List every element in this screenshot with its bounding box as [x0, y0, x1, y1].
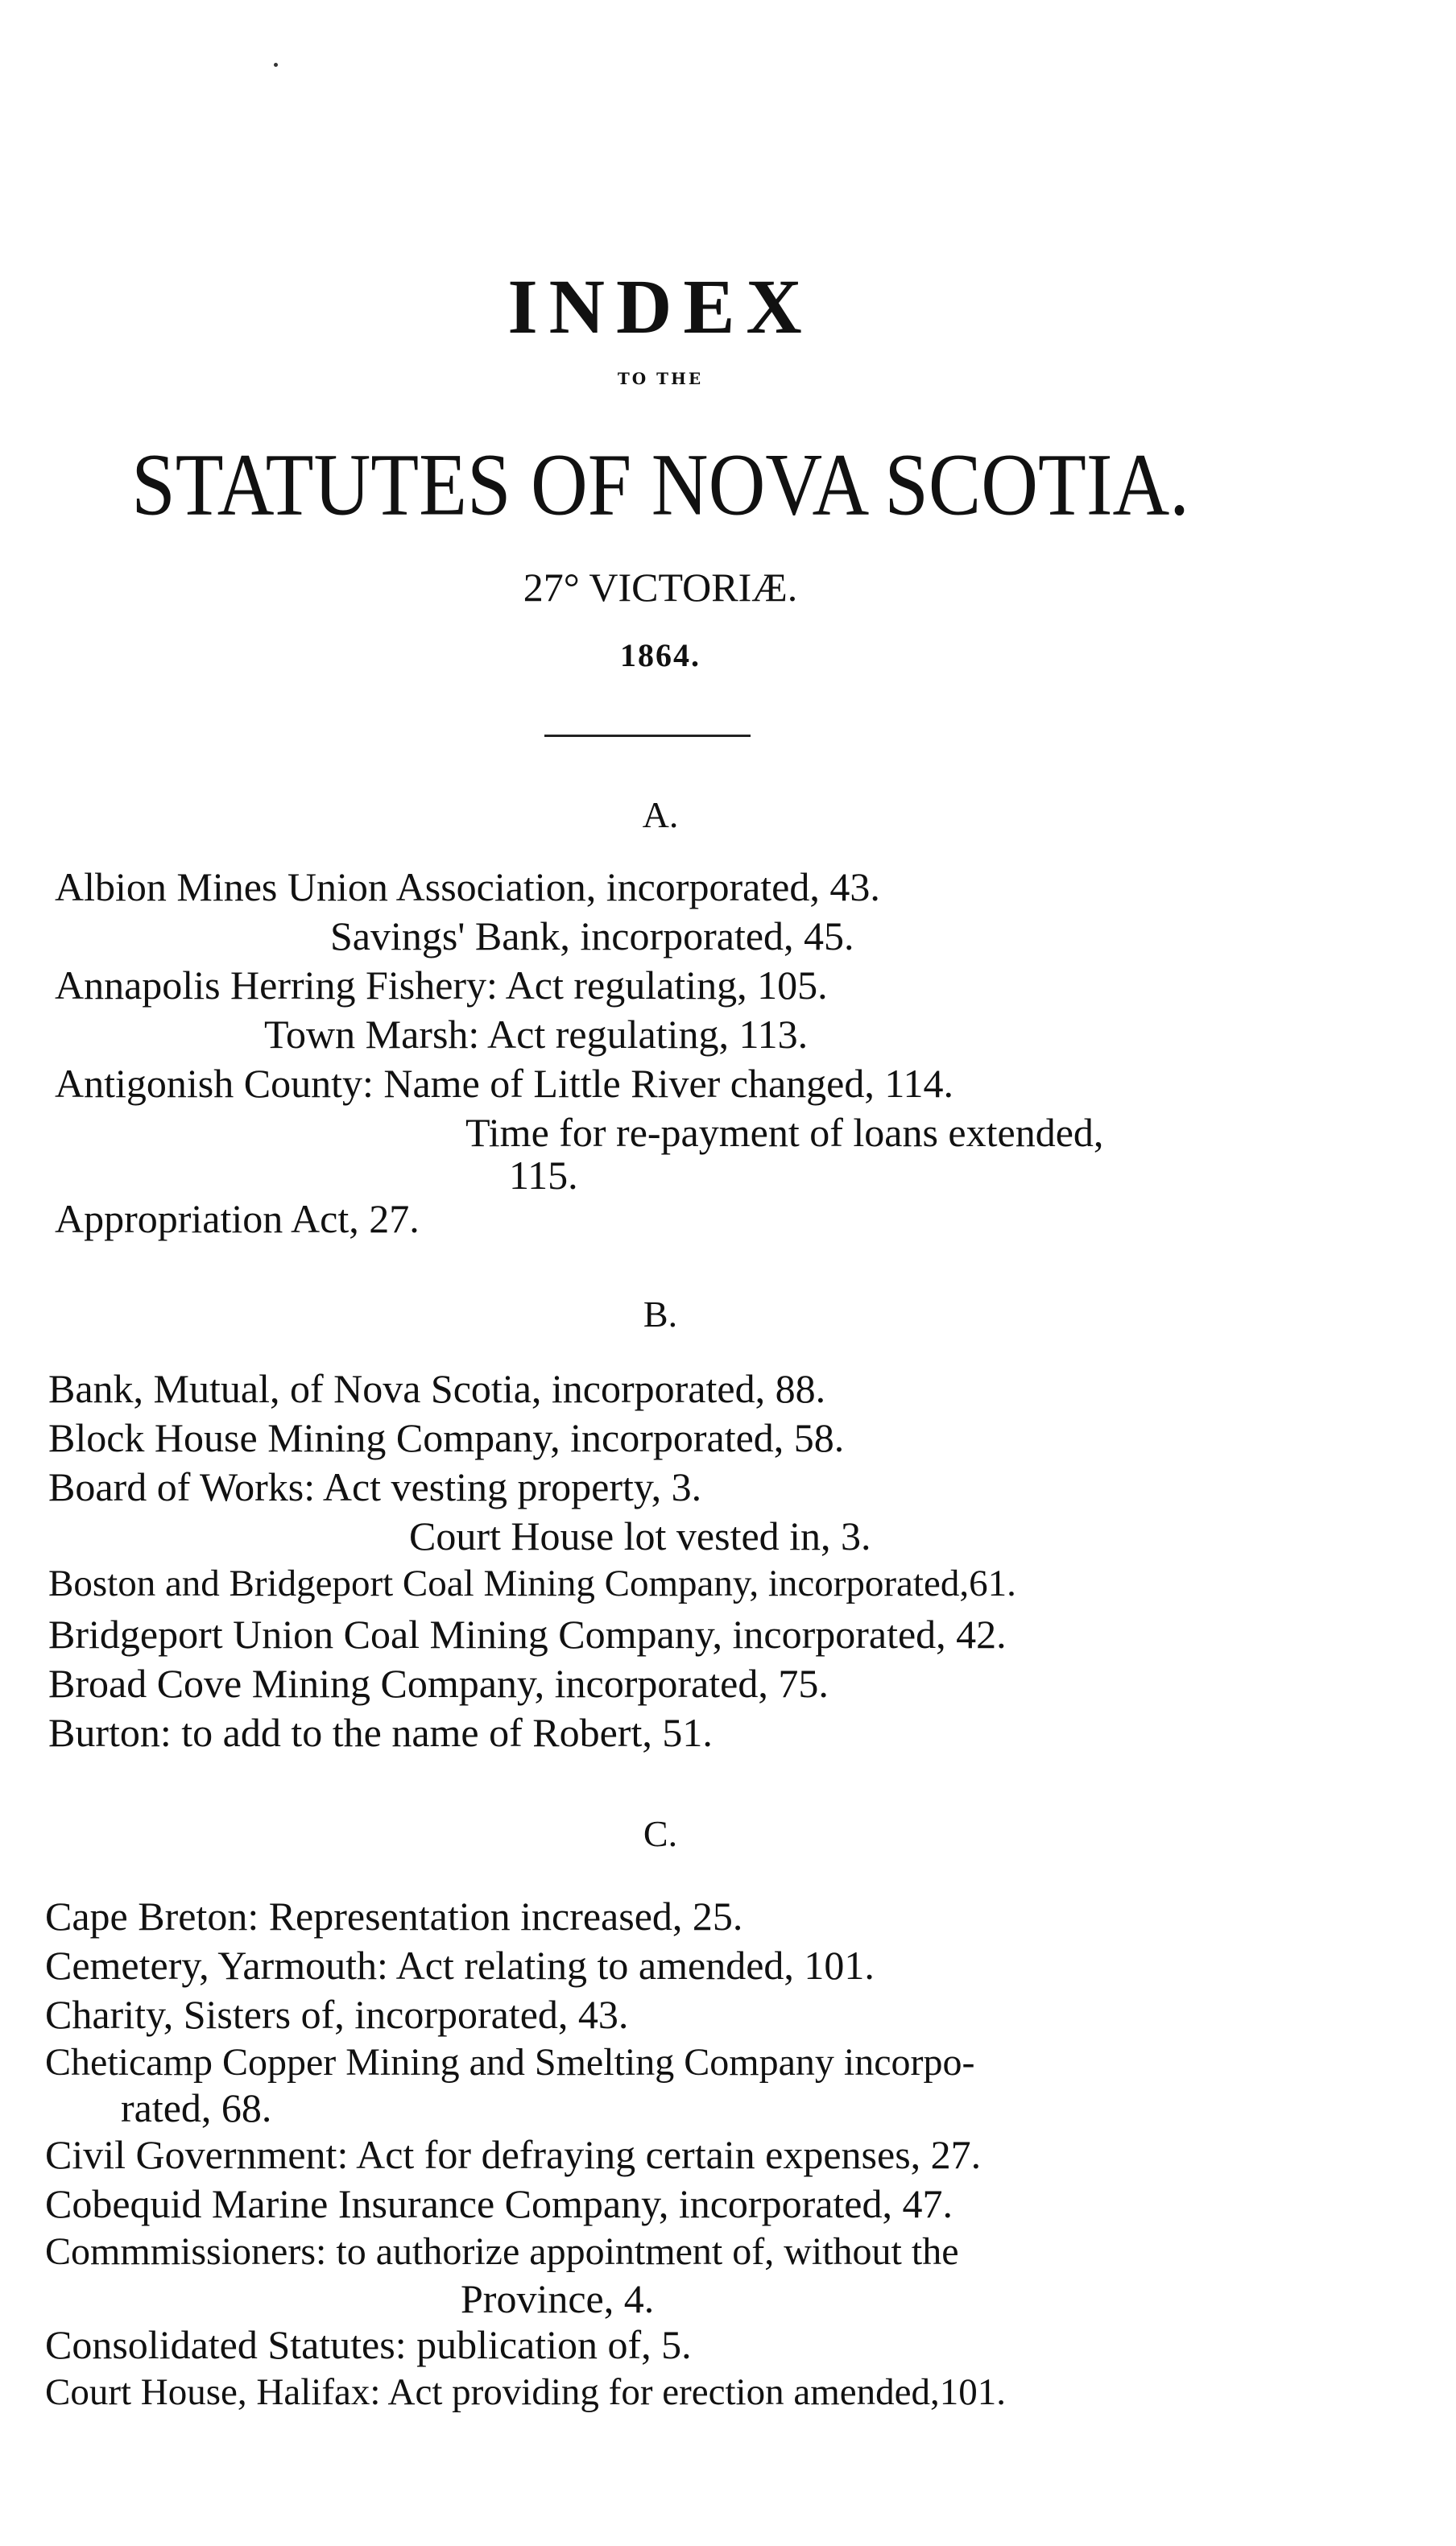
divider-rule	[544, 735, 751, 737]
index-entry: Burton: to add to the name of Robert, 51.	[48, 1710, 713, 1755]
index-entry: Cemetery, Yarmouth: Act relating to amended, 101.	[45, 1943, 875, 1988]
index-continuation: rated, 68.	[121, 2085, 272, 2130]
index-entry: Antigonish County: Name of Little River changed, 114.	[55, 1061, 954, 1106]
index-entry: Appropriation Act, 27.	[55, 1196, 420, 1241]
index-entry: Cheticamp Copper Mining and Smelting Company incorpo-	[45, 2041, 975, 2084]
index-entry: Broad Cove Mining Company, incorporated, 75.	[48, 1661, 829, 1706]
section-letter-b: B.	[643, 1294, 678, 1335]
index-entry: Cobequid Marine Insurance Company, incorporated, 47.	[45, 2181, 953, 2226]
index-title: INDEX	[507, 263, 813, 350]
index-subentry: Court House lot vested in, 3.	[409, 1513, 871, 1559]
statutes-heading: STATUTES OF NOVA SCOTIA.	[131, 437, 1189, 535]
section-letter-a: A.	[642, 794, 679, 835]
index-subentry: Town Marsh: Act regulating, 113.	[264, 1012, 809, 1057]
index-entry: Block House Mining Company, incorporated, 58.	[48, 1415, 845, 1460]
index-entry: Cape Breton: Representation increased, 25.	[45, 1894, 743, 1939]
index-continuation: 115.	[509, 1153, 578, 1198]
index-continuation: Province, 4.	[461, 2276, 655, 2321]
to-the-label: TO THE	[617, 369, 704, 388]
index-entry: Annapolis Herring Fishery: Act regulating, 105.	[55, 963, 828, 1008]
index-entry: Bridgeport Union Coal Mining Company, incorporated, 42.	[48, 1612, 1007, 1657]
index-subentry: Savings' Bank, incorporated, 45.	[330, 913, 854, 958]
year-label: 1864.	[620, 637, 701, 673]
index-entry: Court House, Halifax: Act providing for erection amended,101.	[45, 2371, 1006, 2413]
print-speck	[274, 63, 278, 67]
index-subentry: Time for re-payment of loans extended,	[465, 1110, 1104, 1155]
section-letter-c: C.	[643, 1813, 678, 1854]
index-entry: Civil Government: Act for defraying certain expenses, 27.	[45, 2132, 982, 2177]
index-entry: Bank, Mutual, of Nova Scotia, incorporated, 88.	[48, 1366, 826, 1411]
index-entry: Albion Mines Union Association, incorporated, 43.	[55, 864, 880, 909]
index-entry: Board of Works: Act vesting property, 3.	[48, 1464, 702, 1509]
index-entry: Charity, Sisters of, incorporated, 43.	[45, 1992, 629, 2037]
index-entry: Consolidated Statutes: publication of, 5.	[45, 2322, 692, 2367]
reign-year-label: 27° VICTORIÆ.	[523, 565, 798, 610]
index-entry: Boston and Bridgeport Coal Mining Company, incorporated,61.	[48, 1563, 1016, 1604]
index-entry: Commmissioners: to authorize appointment of, without the	[45, 2230, 959, 2273]
